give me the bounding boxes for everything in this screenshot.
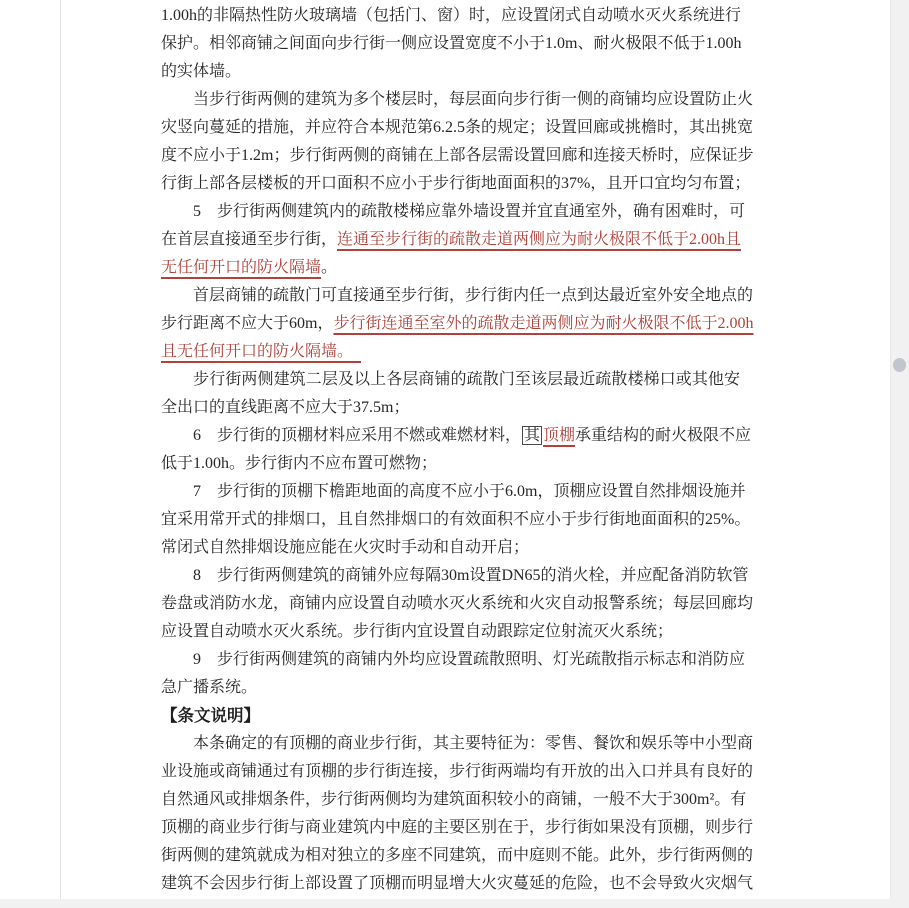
text-line	[161, 86, 754, 114]
text-line	[161, 170, 751, 198]
text-line	[161, 226, 740, 254]
text-run: 街两侧的建筑就成为相对独立的多座不同建筑，而中庭则不能。此外，步行街两侧的	[161, 847, 754, 864]
text-run: 当步行街两侧的建筑为多个楼层时，每层面向步行街一侧的商铺均应设置防止火	[161, 91, 754, 108]
text-run: 7 步行街的顶棚下檐距地面的高度不应小于6.0m，顶棚应设置自然排烟设施并	[161, 483, 746, 500]
text-run: 行街上部各层楼板的开口面积不应小于步行街地面面积的37%，且开口宜均匀布置；	[161, 175, 751, 192]
text-run: 常闭式自然排烟设施应能在火灾时手动和自动开启；	[161, 539, 530, 556]
text-line	[161, 338, 740, 366]
text-line	[161, 506, 751, 534]
inserted-text: 连通至步行街的疏散走道两侧应为耐火极限不低于2.00h且	[337, 231, 742, 248]
text-run: 顶棚的商业步行街与商业建筑内中庭的主要区别在于，步行街如果没有顶棚，则步行	[161, 819, 754, 836]
text-run: 在首层直接通至步行街，	[161, 231, 338, 248]
text-line	[161, 114, 754, 142]
text-line	[161, 730, 754, 758]
inserted-text: 无任何开口的防火隔墙	[161, 259, 322, 276]
text-line	[161, 142, 754, 170]
text-line	[161, 534, 740, 562]
text-run: 首层商铺的疏散门可直接通至步行街，步行街内任一点到达最近室外安全地点的	[161, 287, 754, 304]
text-line	[161, 478, 746, 506]
scrollbar-track[interactable]	[890, 0, 909, 908]
paragraph	[161, 730, 754, 898]
text-line	[161, 254, 740, 282]
text-run: 本条确定的有顶棚的商业步行街，其主要特征为：零售、餐饮和娱乐等中小型商	[161, 735, 754, 752]
text-run: 低于1.00h。步行街内不应布置可燃物；	[161, 455, 438, 472]
text-run: 自然通风或排烟条件，步行街两侧均为建筑面积较小的商铺，一般不大于300m²。有	[161, 791, 747, 808]
section-heading	[161, 702, 740, 730]
text-line	[161, 842, 754, 870]
text-line	[161, 30, 740, 58]
text-run: 9 步行街两侧建筑的商铺内外均应设置疏散照明、灯光疏散指示标志和消防应	[161, 651, 746, 668]
boxed-char: 其	[524, 427, 541, 444]
paragraph	[161, 646, 746, 702]
text-run: 灾竖向蔓延的措施，并应符合本规范第6.2.5条的规定；设置回廊或挑檐时，其出挑宽	[161, 119, 754, 136]
text-run: 步行街两侧建筑二层及以上各层商铺的疏散门至该层最近疏散楼梯口或其他安	[161, 371, 740, 388]
text-run: 承重结构的耐火极限不应	[575, 427, 752, 444]
text-run: 8 步行街两侧建筑的商铺外应每隔30m设置DN65的消火栓，并应配备消防软管	[161, 567, 749, 584]
text-run: 业设施或商铺通过有顶棚的步行街连接，步行街两端均有开放的出入口并具有良好的	[161, 763, 754, 780]
inserted-text: 顶棚	[543, 427, 576, 444]
text-line	[161, 366, 740, 394]
text-run: 保护。相邻商铺之间面向步行街一侧应设置宽度不小于1.0m、耐火极限不低于1.00h	[161, 35, 742, 52]
text-run: 步行距离不应大于60m，	[161, 315, 334, 332]
paragraph	[161, 198, 746, 282]
text-line	[161, 646, 746, 674]
text-line	[161, 310, 754, 338]
text-run: 5 步行街两侧建筑内的疏散楼梯应靠外墙设置并宜直通室外，确有困难时，可	[161, 203, 746, 220]
paragraph	[161, 366, 740, 422]
text-line	[161, 702, 740, 730]
text-line	[161, 562, 749, 590]
text-line	[161, 450, 740, 478]
text-line	[161, 618, 740, 646]
document-text-column	[161, 2, 754, 898]
text-run: 。	[321, 259, 338, 276]
text-run: 建筑不会因步行街上部设置了顶棚而明显增大火灾蔓延的危险，也不会导致火灾烟气	[161, 875, 754, 892]
paragraph	[161, 282, 754, 366]
text-run: 全出口的直线距离不应大于37.5m；	[161, 399, 410, 416]
paragraph	[161, 562, 754, 646]
paragraph	[161, 2, 740, 86]
text-line	[161, 786, 747, 814]
text-run: 应设置自动喷水灭火系统。步行街内宜设置自动跟踪定位射流灭火系统；	[161, 623, 674, 640]
text-line	[161, 814, 754, 842]
inserted-text: 步行街连通至室外的疏散走道两侧应为耐火极限不低于2.00h	[333, 315, 754, 332]
text-run: 的实体墙。	[161, 63, 242, 80]
paragraph	[161, 422, 752, 478]
text-line	[161, 2, 740, 30]
text-line	[161, 870, 754, 898]
text-line	[161, 674, 740, 702]
text-run: 1.00h的非隔热性防火玻璃墙（包括门、窗）时，应设置闭式自动喷水灭火系统进行	[161, 7, 742, 24]
inserted-text: 且无任何开口的防火隔墙。	[161, 343, 362, 360]
text-line	[161, 758, 754, 786]
text-line	[161, 422, 752, 450]
text-run: 急广播系统。	[161, 679, 258, 696]
text-run: 卷盘或消防水龙，商铺内应设置自动喷水灭火系统和火灾自动报警系统；每层回廊均	[161, 595, 754, 612]
text-line	[161, 394, 740, 422]
scrollbar-thumb[interactable]	[893, 358, 906, 372]
bottom-gutter	[0, 899, 909, 908]
text-line	[161, 282, 754, 310]
paragraph	[161, 86, 754, 198]
text-run: 【条文说明】	[161, 707, 260, 725]
text-line	[161, 198, 746, 226]
text-run: 度不应小于1.2m；步行街两侧的商铺在上部各层需设置回廊和连接天桥时，应保证步	[161, 147, 754, 164]
paragraph	[161, 478, 751, 562]
text-line	[161, 58, 740, 86]
document-page	[60, 0, 890, 899]
text-line	[161, 590, 754, 618]
text-run: 6 步行街的顶棚材料应采用不燃或难燃材料，	[161, 427, 522, 444]
text-run: 宜采用常开式的排烟口，且自然排烟口的有效面积不应小于步行街地面面积的25%。	[161, 511, 751, 528]
